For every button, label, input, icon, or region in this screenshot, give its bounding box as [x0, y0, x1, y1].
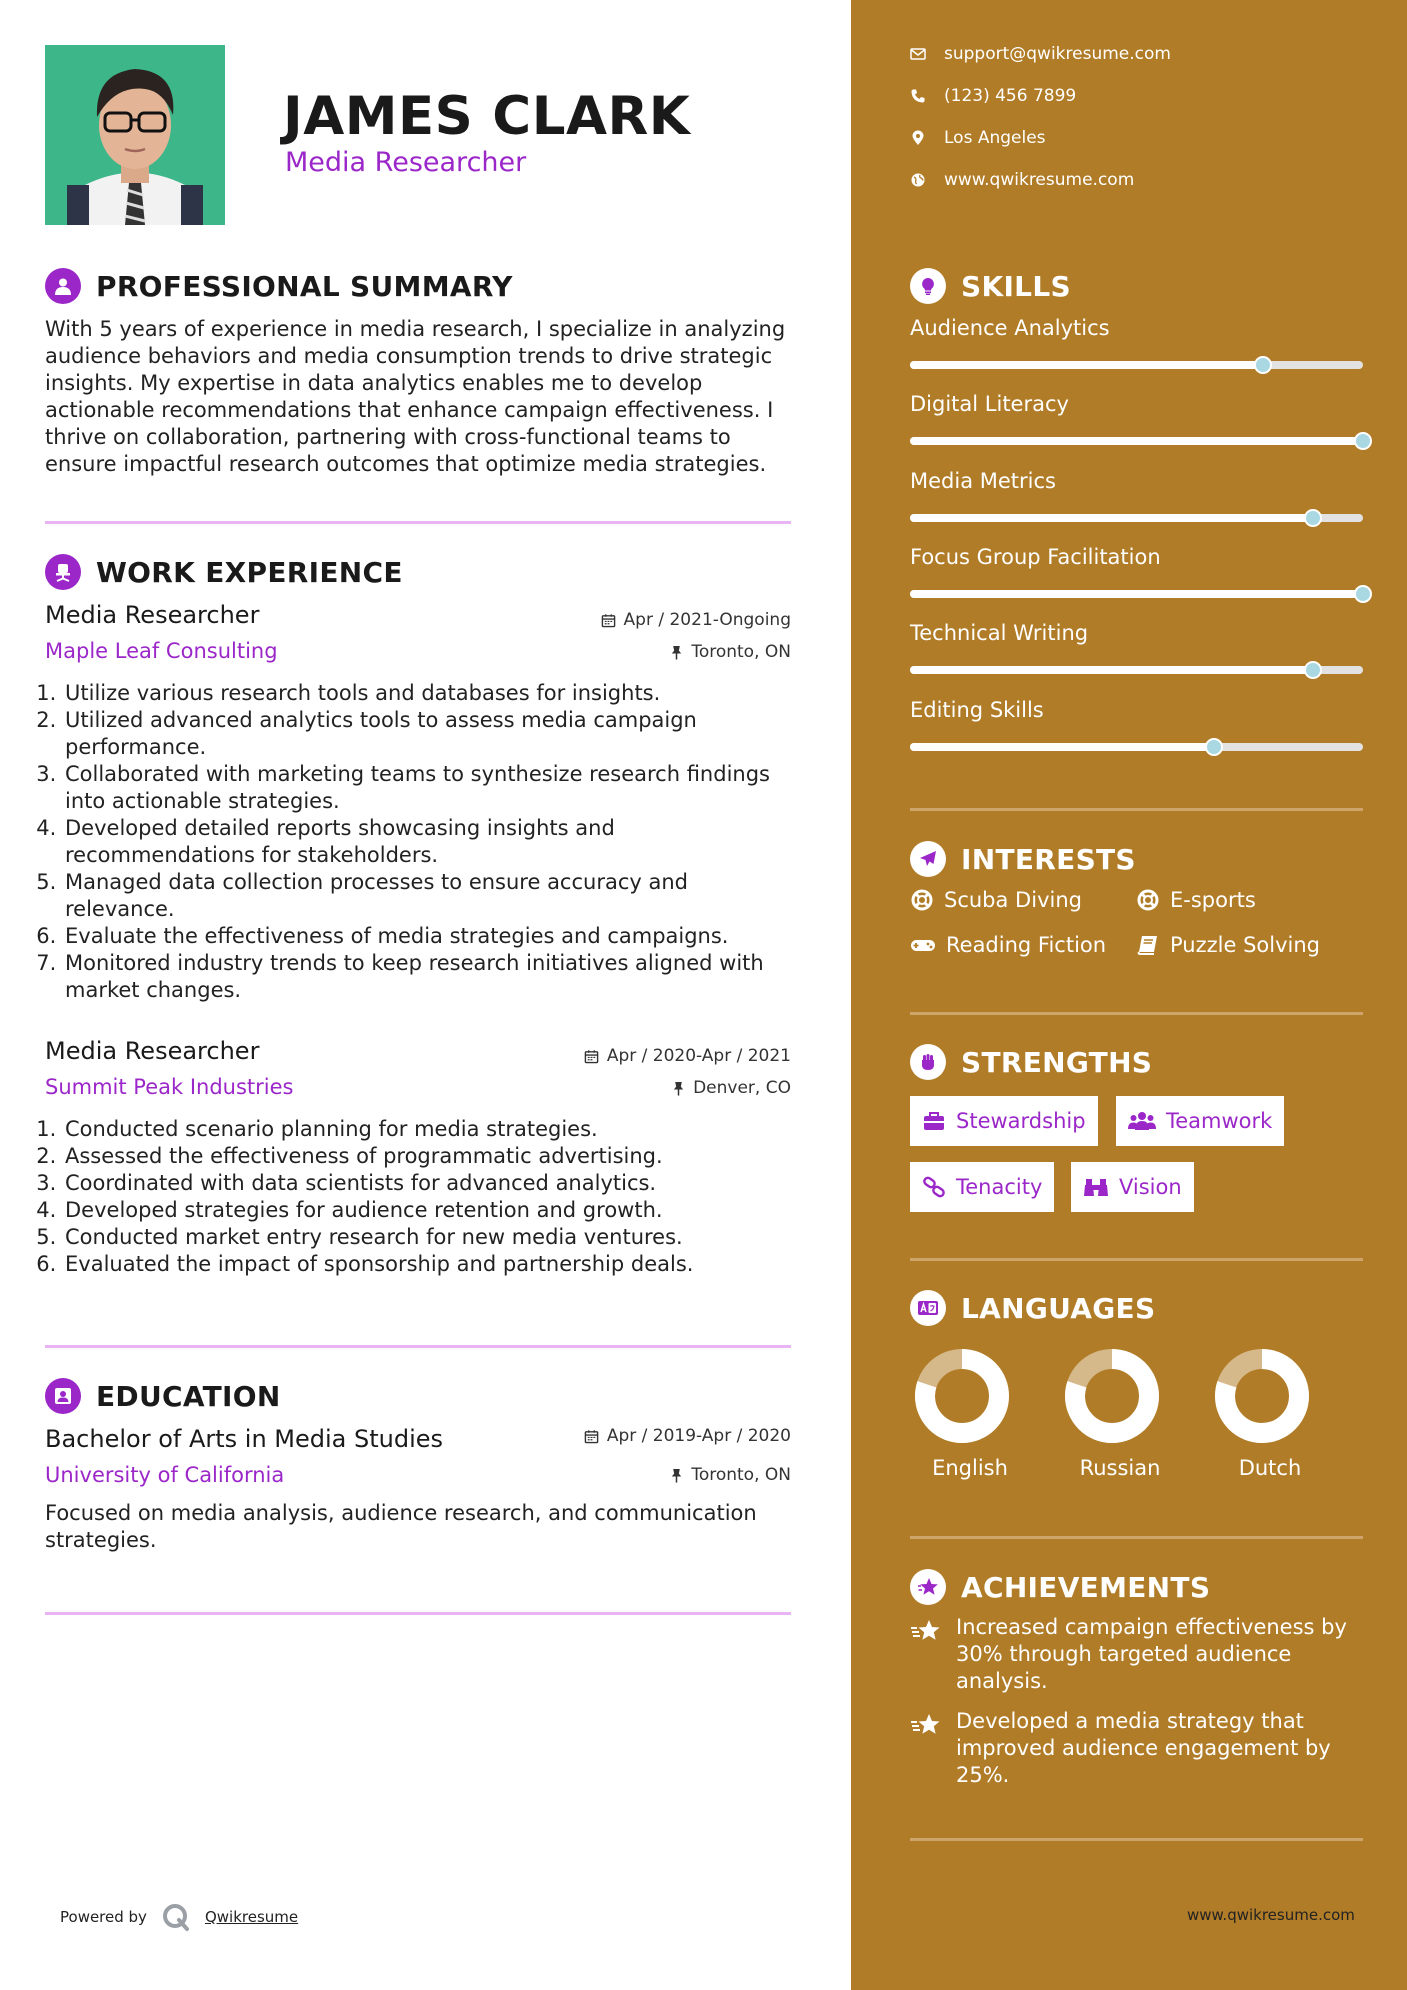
lightbulb-icon	[910, 268, 946, 304]
divider	[910, 1258, 1363, 1261]
calendar-icon	[601, 613, 616, 628]
interest-label: E-sports	[1170, 888, 1256, 912]
job-company: Maple Leaf Consulting	[45, 639, 278, 663]
calendar-icon	[584, 1049, 599, 1064]
gamepad-icon	[910, 933, 936, 957]
achievement-text: Developed a media strategy that improved audience engagement by 25%.	[956, 1709, 1331, 1787]
list-item: 3. Coordinated with data scientists for advanced analytics.	[63, 1170, 783, 1197]
strength-tag	[910, 1162, 1054, 1212]
briefcase-icon	[922, 1110, 946, 1132]
interest-label: Scuba Diving	[944, 888, 1082, 912]
interest-label: Reading Fiction	[946, 933, 1107, 957]
divider	[910, 1012, 1363, 1015]
job-dates-text: Apr / 2020-Apr / 2021	[606, 1046, 791, 1066]
summary-title: PROFESSIONAL SUMMARY	[96, 270, 513, 303]
language-label: Russian	[1079, 1456, 1161, 1480]
skill-bar-fill	[910, 666, 1313, 674]
list-item: 2. Assessed the effectiveness of programmatic advertising.	[63, 1143, 783, 1170]
education-title: EDUCATION	[96, 1380, 281, 1413]
education-dates-text: Apr / 2019-Apr / 2020	[606, 1426, 791, 1446]
skill-bar	[910, 361, 1363, 369]
summary-text: With 5 years of experience in media research, I specialize in analyzing audience behaviors and media consumption trends to drive strategic insights. My expertise in data analytics enables me to develop actionable recommendations that enhance campaign effectiveness. I thrive on collaboration, partnering with cross-functional teams to ensure impactful research outcomes that optimize media strategies.	[45, 317, 786, 476]
interest-item	[910, 933, 1106, 957]
skill-bar-fill	[910, 514, 1313, 522]
phone-icon	[910, 88, 926, 104]
strength-label: Teamwork	[1166, 1109, 1273, 1133]
divider	[45, 521, 791, 524]
globe-icon	[910, 172, 926, 188]
languages-title: LANGUAGES	[961, 1292, 1156, 1325]
pin-icon	[672, 1081, 685, 1096]
job-location	[520, 1078, 791, 1098]
skill-label: Media Metrics	[910, 469, 1056, 493]
skill-bar-fill	[910, 590, 1363, 598]
list-item: 4. Developed strategies for audience retention and growth.	[63, 1197, 783, 1224]
achievement-text: Increased campaign effectiveness by 30% through targeted audience analysis.	[956, 1615, 1347, 1693]
skill-bar-fill	[910, 743, 1214, 751]
candidate-role: Media Researcher	[285, 147, 527, 178]
strength-label: Stewardship	[956, 1109, 1086, 1133]
language-label: Dutch	[1238, 1456, 1302, 1480]
strength-label: Tenacity	[956, 1175, 1043, 1199]
job-dates	[520, 610, 791, 630]
education-description: Focused on media analysis, audience research, and communication strategies.	[45, 1501, 757, 1552]
job-location	[520, 642, 791, 662]
contact-location	[910, 128, 1046, 148]
job-company: Summit Peak Industries	[45, 1075, 294, 1099]
link-icon	[922, 1176, 946, 1198]
job-location-text: Denver, CO	[693, 1078, 791, 1098]
strength-tag	[1116, 1096, 1284, 1146]
user-icon	[45, 268, 81, 304]
users-icon	[1128, 1110, 1156, 1132]
paper-plane-icon	[910, 841, 946, 877]
job-dates	[520, 1046, 791, 1066]
qwikresume-logo-icon	[161, 1902, 191, 1932]
skill-label: Digital Literacy	[910, 392, 1069, 416]
list-item: 6. Evaluated the impact of sponsorship and partnership deals.	[63, 1251, 783, 1278]
contact-website-text: www.qwikresume.com	[944, 170, 1135, 190]
lifebuoy-icon	[1136, 888, 1160, 912]
skill-label: Audience Analytics	[910, 316, 1110, 340]
language-ring	[910, 1344, 1014, 1448]
divider	[910, 1838, 1363, 1841]
education-dates	[520, 1426, 791, 1446]
skill-label: Technical Writing	[910, 621, 1089, 645]
school-name: University of California	[45, 1463, 285, 1487]
list-item: 4. Developed detailed reports showcasing insights and recommendations for stakeholders.	[63, 815, 783, 869]
candidate-name: JAMES CLARK	[283, 86, 691, 147]
strength-label: Vision	[1119, 1175, 1182, 1199]
skill-bar	[910, 743, 1363, 751]
star-badge-icon	[910, 1569, 946, 1605]
footer-url[interactable]: www.qwikresume.com	[1187, 1906, 1355, 1924]
strength-tag	[1071, 1162, 1194, 1212]
contact-location-text: Los Angeles	[944, 128, 1046, 148]
binoculars-icon	[1083, 1176, 1109, 1198]
pin-icon	[670, 645, 683, 660]
list-item: 7. Monitored industry trends to keep research initiatives aligned with market changes.	[63, 950, 783, 1004]
skill-bar	[910, 590, 1363, 598]
list-item: 6. Evaluate the effectiveness of media strategies and campaigns.	[63, 923, 783, 950]
skill-bar-knob	[1205, 738, 1223, 756]
job-title: Media Researcher	[45, 1037, 260, 1065]
interest-item	[1136, 933, 1320, 957]
interest-label: Puzzle Solving	[1170, 933, 1320, 957]
list-item: 1. Conducted scenario planning for media strategies.	[63, 1116, 783, 1143]
interest-item	[910, 888, 1082, 912]
job-dates-text: Apr / 2021-Ongoing	[623, 610, 791, 630]
divider	[45, 1612, 791, 1615]
job-location-text: Toronto, ON	[691, 642, 791, 662]
pin-icon	[670, 1468, 683, 1483]
education-location-text: Toronto, ON	[691, 1465, 791, 1485]
graduate-icon	[45, 1378, 81, 1414]
interests-title: INTERESTS	[961, 843, 1136, 876]
map-marker-icon	[910, 130, 926, 146]
contact-email-text: support@qwikresume.com	[944, 44, 1171, 64]
skill-bar-knob	[1354, 432, 1372, 450]
fist-icon	[910, 1044, 946, 1080]
list-item: 1. Utilize various research tools and databases for insights.	[63, 680, 783, 707]
skill-bar-knob	[1354, 585, 1372, 603]
language-ring	[1060, 1344, 1164, 1448]
list-item: 5. Conducted market entry research for new media ventures.	[63, 1224, 783, 1251]
strengths-title: STRENGTHS	[961, 1046, 1153, 1079]
skill-bar-fill	[910, 361, 1263, 369]
list-item: 5. Managed data collection processes to ensure accuracy and relevance.	[63, 869, 783, 923]
job-duties-list	[45, 680, 783, 1004]
profile-photo	[45, 45, 225, 225]
interest-item	[1136, 888, 1256, 912]
calendar-icon	[584, 1429, 599, 1444]
divider	[910, 1536, 1363, 1539]
star-icon	[910, 1711, 942, 1743]
chair-icon	[45, 554, 81, 590]
contact-email[interactable]	[910, 44, 1171, 64]
achievements-title: ACHIEVEMENTS	[961, 1571, 1211, 1604]
envelope-icon	[910, 46, 926, 62]
strength-tag	[910, 1096, 1098, 1146]
experience-title: WORK EXPERIENCE	[96, 556, 403, 589]
skill-bar	[910, 437, 1363, 445]
list-item: 2. Utilized advanced analytics tools to assess media campaign performance.	[63, 707, 783, 761]
contact-website[interactable]	[910, 170, 1134, 190]
powered-by-label: Powered by	[60, 1908, 147, 1926]
qwikresume-link[interactable]: Qwikresume	[204, 1908, 299, 1926]
skill-label: Focus Group Facilitation	[910, 545, 1161, 569]
language-label: English	[932, 1456, 1008, 1480]
skill-bar-fill	[910, 437, 1363, 445]
book-icon	[1136, 933, 1160, 957]
job-title: Media Researcher	[45, 601, 260, 629]
skill-label: Editing Skills	[910, 698, 1044, 722]
powered-by	[60, 1902, 298, 1932]
skills-title: SKILLS	[961, 270, 1071, 303]
contact-phone[interactable]	[910, 86, 1076, 106]
divider	[45, 1345, 791, 1348]
degree-title: Bachelor of Arts in Media Studies	[45, 1425, 444, 1453]
translate-icon	[910, 1290, 946, 1326]
list-item: 3. Collaborated with marketing teams to synthesize research findings into actionable strategies.	[63, 761, 783, 815]
contact-phone-text: (123) 456 7899	[944, 86, 1077, 106]
divider	[910, 808, 1363, 811]
star-icon	[910, 1617, 942, 1649]
skill-bar	[910, 514, 1363, 522]
language-ring	[1210, 1344, 1314, 1448]
lifebuoy-icon	[910, 888, 934, 912]
skill-bar	[910, 666, 1363, 674]
job-duties-list	[45, 1116, 783, 1278]
education-location	[520, 1465, 791, 1485]
